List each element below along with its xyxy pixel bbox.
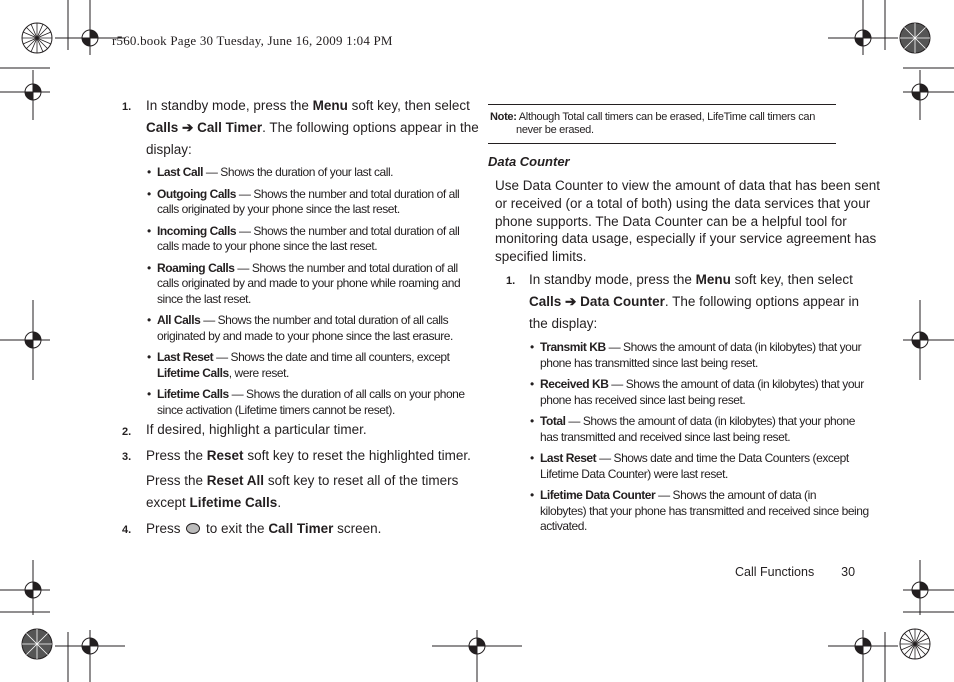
bullet-list	[530, 340, 869, 535]
bullet-icon: •	[147, 165, 151, 179]
section-heading: Data Counter	[488, 154, 570, 169]
list-item: • Transmit KB — Shows the amount of data (in kilobytes) that your phone has transmitted since last being reset.	[530, 340, 862, 370]
list-item: • Last Reset — Shows the date and time all counters, except Lifetime Calls, were reset.	[147, 350, 450, 380]
step-number: 1.	[122, 101, 132, 113]
bullet-icon: •	[530, 488, 534, 502]
note	[490, 111, 815, 137]
list-item: • Lifetime Data Counter — Shows the amount of data (in kilobytes) that your phone has transmitted and received since being activated.	[530, 488, 869, 533]
bullet-list	[147, 165, 465, 418]
step-number: 2.	[122, 426, 132, 438]
note-text: Although Total call timers can be erased, LifeTime call timers can	[518, 111, 816, 123]
note-label: Note:	[490, 111, 517, 123]
list-item: • All Calls — Shows the number and total duration of all calls originated by and made to your phone since the last erasure.	[147, 313, 453, 343]
page-number: 30	[841, 565, 856, 579]
print-header: r560.book Page 30 Tuesday, June 16, 2009 1:04 PM	[112, 33, 393, 48]
note-text: never be erased.	[516, 124, 594, 136]
step-text: Press to exit the Call Timer screen.	[146, 521, 382, 536]
bullet-icon: •	[530, 340, 534, 354]
step-text: If desired, highlight a particular timer.	[146, 422, 367, 437]
list-item: • Lifetime Calls — Shows the duration of all calls on your phone since activation (Lifetime timers cannot be reset).	[147, 387, 465, 417]
list-item: • Incoming Calls — Shows the number and total duration of all calls made to your phone since the last reset.	[147, 223, 460, 253]
end-key-icon	[186, 523, 200, 534]
bullet-icon: •	[147, 350, 151, 364]
bullet-icon: •	[530, 451, 534, 465]
list-item: • Last Reset — Shows date and time the Data Counters (except Lifetime Data Counter) were last reset.	[530, 451, 849, 481]
bullet-icon: •	[530, 377, 534, 391]
bullet-icon: •	[147, 186, 151, 201]
bullet-icon: •	[147, 313, 151, 327]
step-text: In standby mode, press the Menu soft key, then select Calls ➔ Call Timer. The following options appear in the display:	[146, 98, 479, 157]
note-rule-bottom	[488, 143, 836, 144]
bullet-icon: •	[147, 387, 151, 401]
step-text: In standby mode, press the Menu soft key, then select Calls ➔ Data Counter. The following options appear in the display:	[529, 272, 860, 331]
step-number: 4.	[122, 524, 132, 536]
bullet-icon: •	[147, 223, 151, 238]
intro-paragraph: Use Data Counter to view the amount of data that has been sent or received (or a total of both) using the data services that your phone supports. The Data Counter can be a helpful tool for monitoring data usage, especially if your service agreement has specified limits.	[495, 178, 880, 265]
list-item: • Received KB — Shows the amount of data (in kilobytes) that your phone has received since last being reset.	[530, 377, 864, 407]
list-item: • Roaming Calls — Shows the number and total duration of all calls originated by and made to your phone while roaming and since the last reset.	[147, 260, 461, 306]
footer-section: Call Functions	[735, 565, 815, 579]
list-item: • Total — Shows the amount of data (in kilobytes) that your phone has transmitted and received since last being reset.	[530, 414, 855, 444]
bullet-icon: •	[147, 260, 151, 275]
list-item: • Outgoing Calls — Shows the number and total duration of all calls originated by your phone since the last reset.	[147, 186, 460, 216]
list-item: • Last Call — Shows the duration of your last call.	[147, 165, 394, 179]
note-rule-top	[488, 104, 836, 105]
step-number: 1.	[506, 275, 516, 287]
step-text: Press the Reset soft key to reset the highlighted timer. Press the Reset All soft key to reset all of the timers except Lifetime Calls.	[146, 448, 471, 510]
page-footer	[735, 565, 855, 579]
step-number: 3.	[122, 451, 132, 463]
bullet-icon: •	[530, 414, 534, 428]
